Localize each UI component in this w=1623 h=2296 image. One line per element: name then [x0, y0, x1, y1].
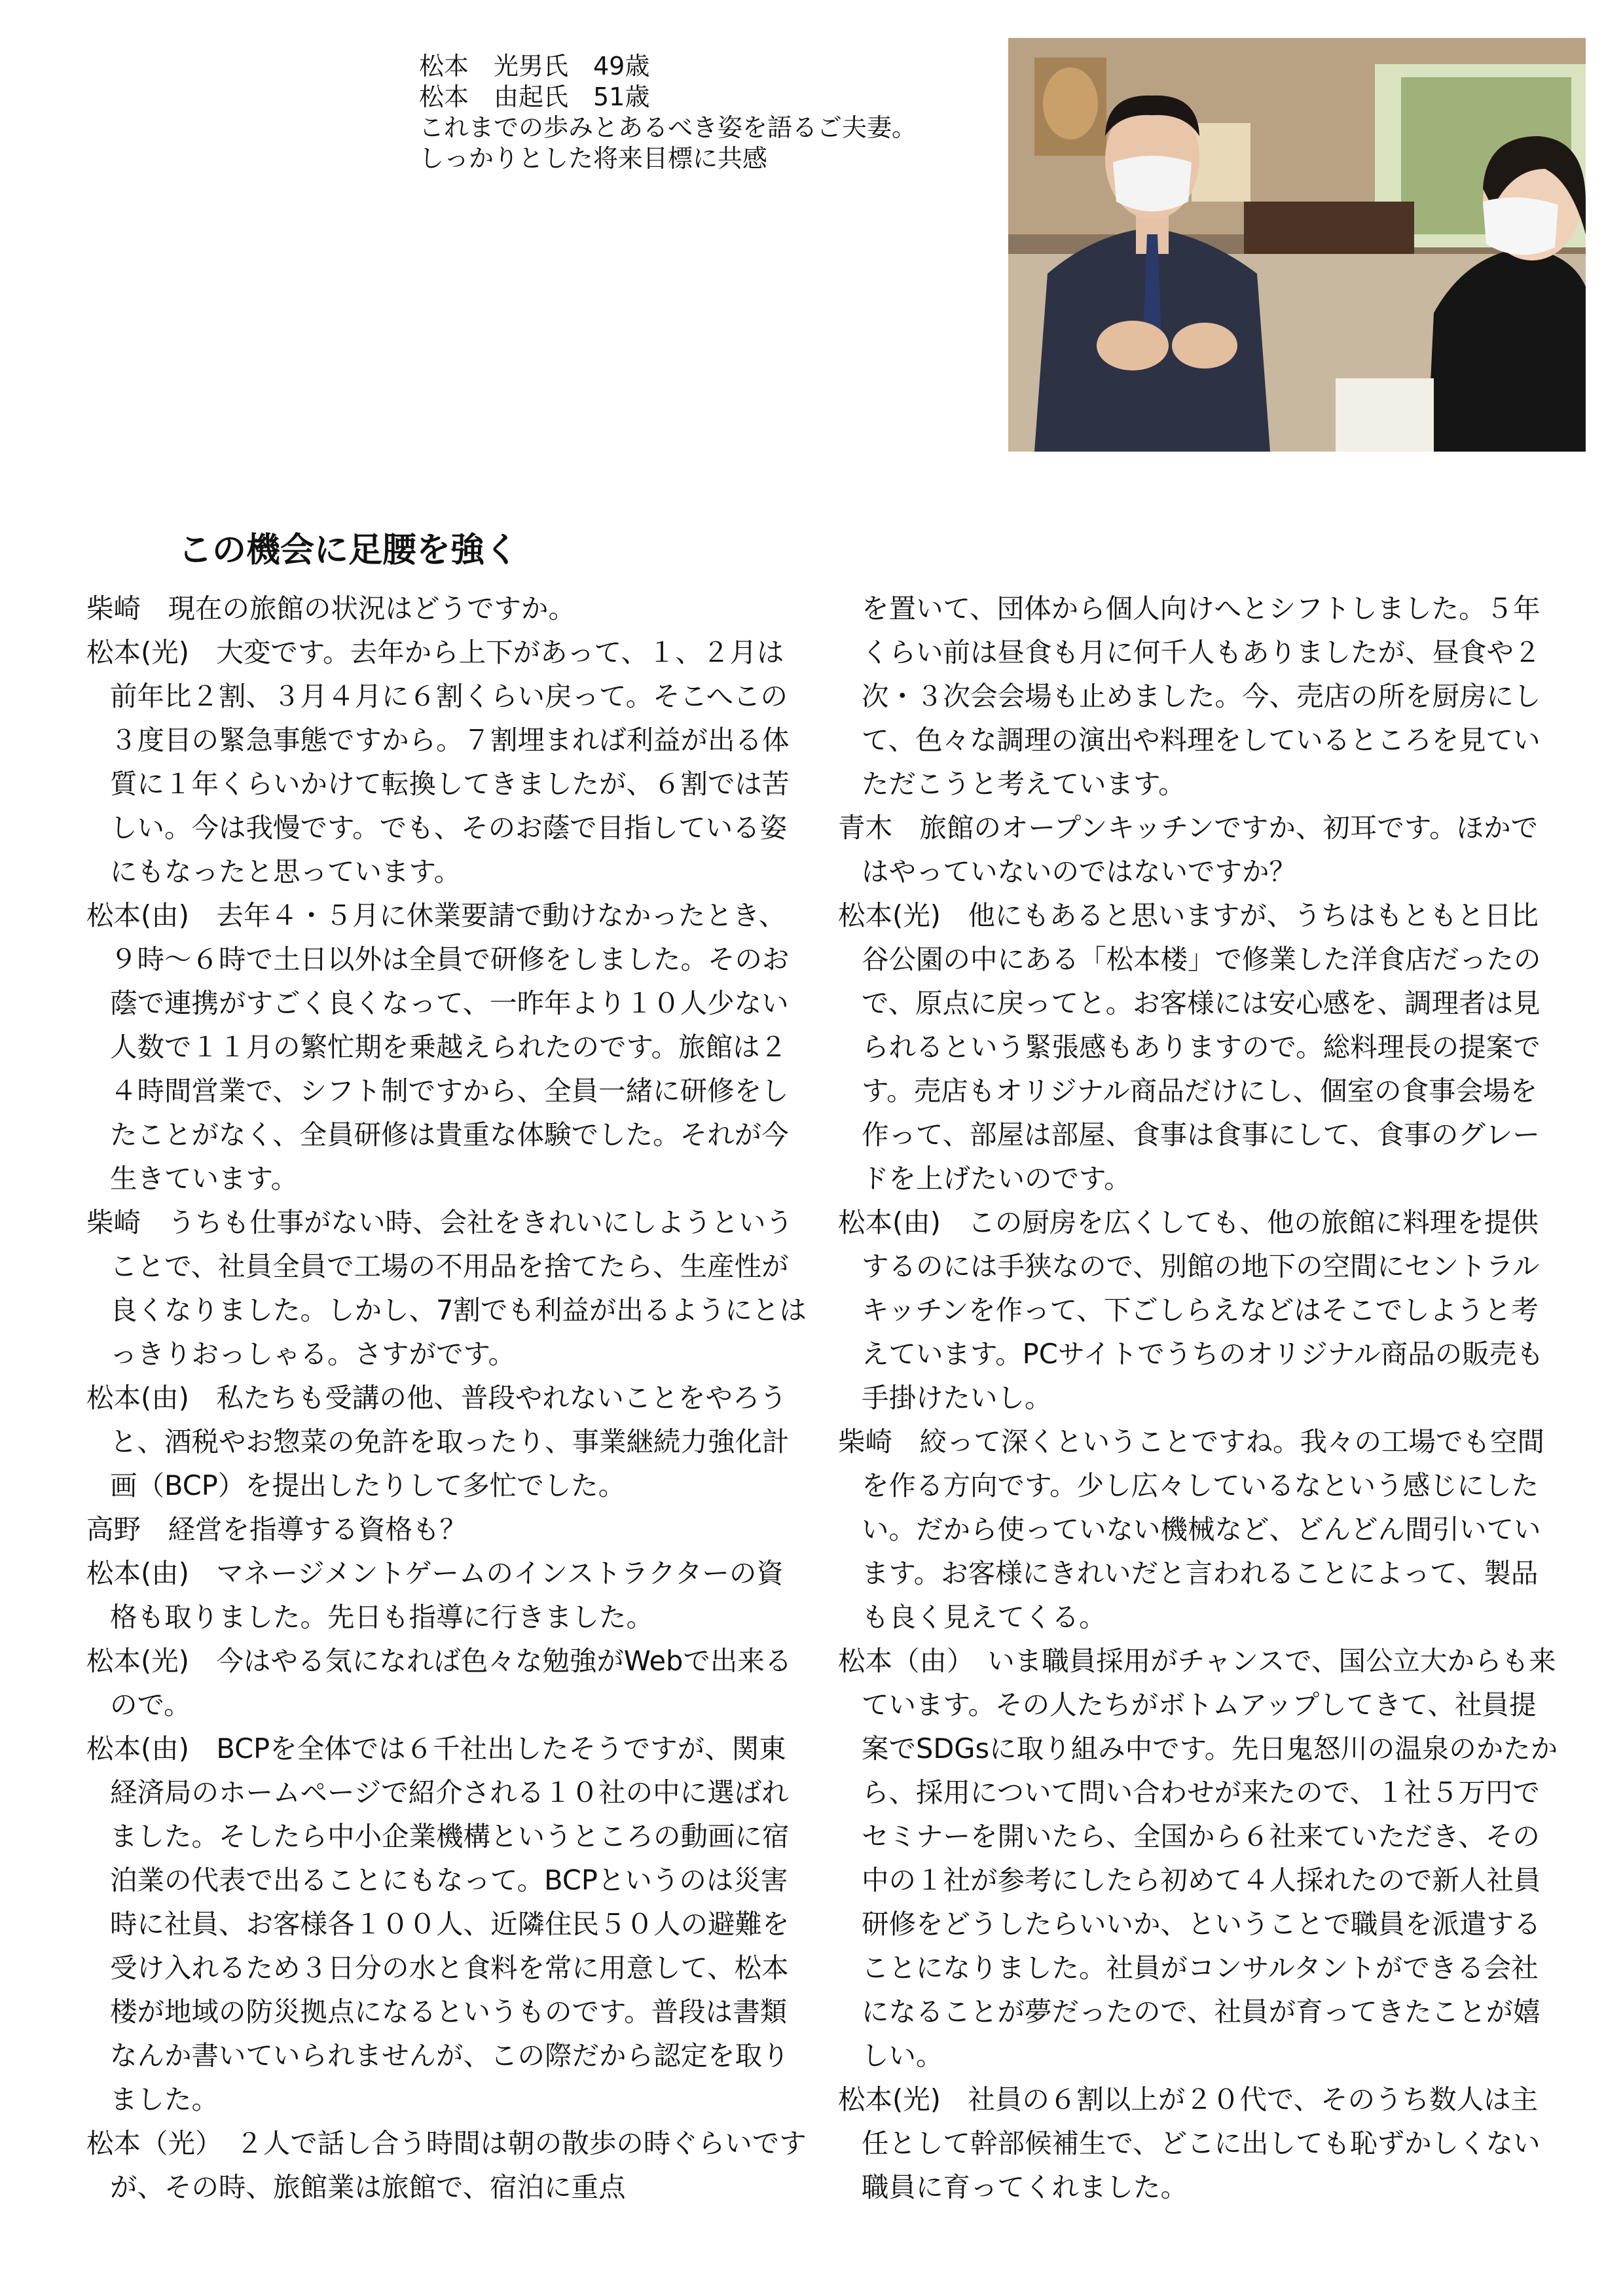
- speaker-name: 松本(由): [838, 1206, 941, 1238]
- dialogue-turn: [86, 1727, 807, 2121]
- speaker-name: 松本(由): [86, 899, 189, 931]
- speaker-name: 柴崎: [86, 1206, 141, 1238]
- section-heading: この機会に足腰を強く: [178, 531, 519, 570]
- dialogue-turn: [838, 1420, 1558, 1639]
- dialogue-turn: [86, 1200, 807, 1376]
- dialogue-text: 現在の旅館の状況はどうですか。: [168, 592, 576, 624]
- dialogue-turn: [838, 1639, 1558, 2077]
- dialogue-turn: [86, 1376, 807, 1507]
- dialogue-turn: [838, 893, 1558, 1200]
- speaker-name: 松本(光): [86, 636, 189, 668]
- speaker-name: 松本(光): [86, 1645, 189, 1677]
- dialogue-turn: [838, 2077, 1558, 2209]
- interview-photo: [1008, 38, 1586, 452]
- dialogue-text: 社員の６割以上が２０代で、そのうち数人は主任として幹部候補生で、どこに出しても恥ずかしくない職員に育ってくれました。: [862, 2083, 1541, 2203]
- dialogue-text: 経営を指導する資格も？: [168, 1513, 467, 1545]
- dialogue-text: 旅館のオープンキッチンですか、初耳です。ほかではやっていないのではないですか？: [862, 812, 1539, 888]
- dialogue-text: いま職員採用がチャンスで、国公立大からも来ています。その人たちがボトムアップしてきて、社員提案でSDGsに取り組み中です。先日鬼怒川の温泉のかたから、採用について問い合わせが来たので、１社５万円でセミナーを開いたら、全国から６社来ていただき、その中の１社が参考にしたら初めて４人採れたので新人社員研修をどうしたらいいか、ということで職員を派遣することになりました。社員がコンサルタントができる会社になることが夢だったので、社員が育ってきたことが嬉しい。: [862, 1645, 1558, 2072]
- caption-line: しっかりとした将来目標に共感: [419, 144, 768, 173]
- dialogue-text: うちも仕事がない時、会社をきれいにしようということで、社員全員で工場の不用品を捨てたら、生産性が良くなりました。しかし、7割でも利益が出るようにとはっきりおっしゃる。さすがです。: [110, 1206, 807, 1370]
- speaker-name: 松本(光): [838, 2083, 941, 2115]
- dialogue-turn: [86, 1551, 807, 1639]
- dialogue-text: 絞って深くということですね。我々の工場でも空間を作る方向です。少し広々しているなという感じにしたい。だから使っていない機械など、どんどん間引いています。お客様にきれいだと言われることによって、製品も良く見えてくる。: [862, 1426, 1545, 1633]
- caption-line: 松本 光男氏 49歳: [419, 52, 650, 81]
- left-column: [86, 586, 807, 2209]
- dialogue-text: 大変です。去年から上下があって、１、２月は前年比２割、３月４月に６割くらい戻って。そこへこの３度目の緊急事態ですから。７割埋まれば利益が出る体質に１年くらいかけて転換してきましたが、６割では苦しい。今は我慢です。でも、そのお蔭で目指している姿にもなったと思っています。: [110, 636, 790, 888]
- dialogue-text: BCPを全体では６千社出したそうですが、関東経済局のホームページで紹介される１０社の中に選ばれました。そしたら中小企業機構というところの動画に宿泊業の代表で出ることにもなって。BCPというのは災害時に社員、お客様各１００人、近隣住民５０人の避難を受け入れるため３日分の水と食料を常に用意して、松本楼が地域の防災拠点になるというものです。普段は書類なんか書いていられませんが、この際だから認定を取りました。: [110, 1732, 790, 2115]
- caption-line: 松本 由起氏 51歳: [419, 82, 650, 111]
- dialogue-turn: [86, 2121, 807, 2209]
- right-column: [838, 586, 1558, 2209]
- speaker-name: 松本（由）: [838, 1645, 960, 1677]
- dialogue-text: ２人で話し合う時間は朝の散歩の時ぐらいですが、その時、旅館業は旅館で、宿泊に重点: [110, 2127, 807, 2203]
- speaker-name: 松本(由): [86, 1557, 189, 1589]
- dialogue-text: 今はやる気になれば色々な勉強がWebで出来るので。: [110, 1645, 792, 1721]
- dialogue-text: マネージメントゲームのインストラクターの資格も取りました。先日も指導に行きました。: [110, 1557, 784, 1633]
- dialogue-turn: [86, 630, 807, 893]
- dialogue-turn: [86, 1639, 807, 1727]
- speaker-name: 柴崎: [86, 592, 141, 624]
- speaker-name: 松本（光）: [86, 2127, 209, 2159]
- dialogue-turn-continued: [838, 586, 1558, 806]
- dialogue-text: 去年４・５月に休業要請で動けなかったとき、９時～６時で土日以外は全員で研修をしました。そのお蔭で連携がすごく良くなって、一昨年より１０人少ない人数で１１月の繁忙期を乗越えられたのです。旅館は２４時間営業で、シフト制ですから、全員一緒に研修をしたことがなく、全員研修は貴重な体験でした。それが今生きています。: [110, 899, 790, 1194]
- speaker-name: 松本(由): [86, 1732, 189, 1765]
- dialogue-turn: [86, 893, 807, 1200]
- dialogue-turn: [838, 806, 1558, 893]
- dialogue-text: この厨房を広くしても、他の旅館に料理を提供するのには手狭なので、別館の地下の空間にセントラルキッチンを作って、下ごしらえなどはそこでしようと考えています。PCサイトでうちのオリジナル商品の販売も手掛けたいし。: [862, 1206, 1544, 1414]
- dialogue-turn: [86, 1507, 807, 1551]
- photo-caption: [419, 51, 989, 174]
- dialogue-text: 私たちも受講の他、普段やれないことをやろうと、酒税やお惣菜の免許を取ったり、事業継続力強化計画（BCP）を提出したりして多忙でした。: [110, 1382, 790, 1501]
- speaker-name: 松本(光): [838, 899, 941, 931]
- interview-photo-illustration: [1008, 38, 1586, 452]
- caption-line: これまでの歩みとあるべき姿を語るご夫妻。: [419, 113, 917, 142]
- dialogue-text: 他にもあると思いますが、うちはもともと日比谷公園の中にある「松本楼」で修業した洋食店だったので、原点に戻ってと。お客様には安心感を、調理者は見られるという緊張感もありますので。総料理長の提案です。売店もオリジナル商品だけにし、個室の食事会場を作って、部屋は部屋、食事は食事にして、食事のグレードを上げたいのです。: [862, 899, 1541, 1194]
- speaker-name: 柴崎: [838, 1426, 893, 1458]
- dialogue-turn: [838, 1200, 1558, 1420]
- speaker-name: 松本(由): [86, 1382, 189, 1414]
- dialogue-text: を置いて、団体から個人向けへとシフトしました。５年くらい前は昼食も月に何千人もありましたが、昼食や２次・３次会会場も止めました。今、売店の所を厨房にして、色々な調理の演出や料理をしているところを見ていただこうと考えています。: [862, 592, 1541, 800]
- speaker-name: 高野: [86, 1513, 141, 1545]
- speaker-name: 青木: [838, 812, 893, 844]
- dialogue-turn: [86, 586, 807, 630]
